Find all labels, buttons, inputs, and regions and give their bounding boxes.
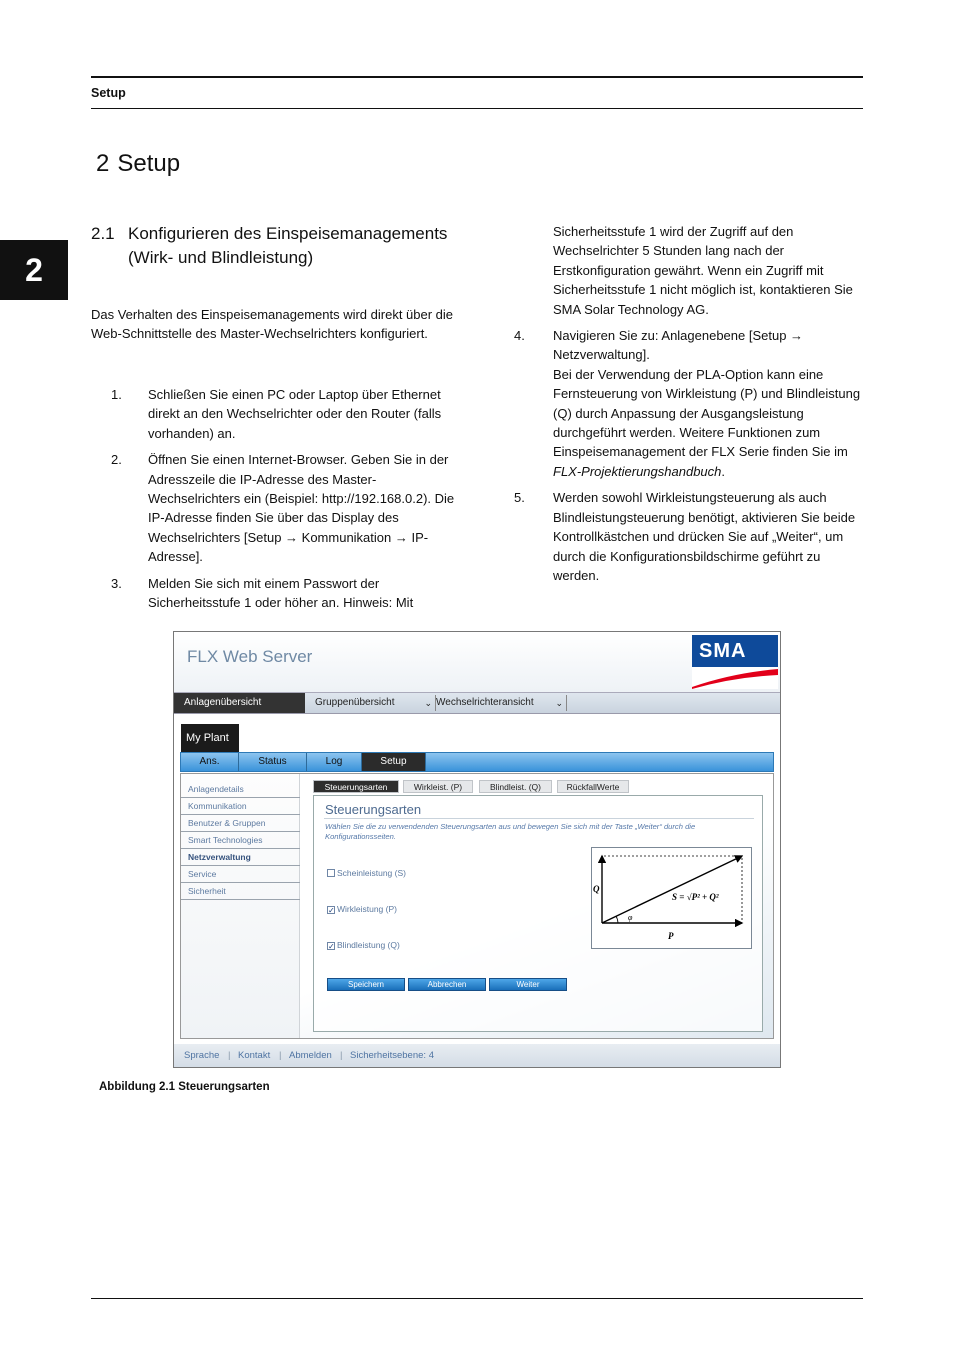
tab-setup[interactable]: Setup [362, 753, 426, 771]
chapter-title-text: Setup [117, 150, 181, 177]
sidebar [181, 774, 300, 1038]
step-number: 5. [514, 490, 525, 506]
nav-gruppenuebersicht[interactable] [305, 693, 435, 713]
panel-description: Wählen Sie die zu verwendenden Steuerungsarten aus und bewegen Sie sich mit der Taste „Weiter“ durch die Konfigurationsseiten. [325, 822, 696, 841]
axis-p-label: P [668, 931, 674, 941]
nav-wechselrichteransicht[interactable] [426, 693, 566, 713]
checkbox-wirkleistung[interactable] [327, 904, 397, 914]
main-nav [174, 692, 780, 714]
step-text: Schließen Sie einen PC oder Laptop über Ethernet direkt an den Wechselrichter oder den Router (falls vorhanden) an. [148, 387, 442, 441]
chapter-number: 2 [96, 150, 110, 177]
intro-paragraph: Das Verhalten des Einspeisemanagements wird direkt über die Web-Schnittstelle des Master-Wechselrichters konfiguriert. [91, 307, 454, 342]
nav-label: Anlagenübersicht [184, 697, 262, 708]
logo-text: SMA [699, 640, 747, 662]
panel-divider [324, 818, 754, 819]
checkbox-scheinleistung[interactable] [327, 868, 406, 878]
list-item [91, 450, 466, 566]
list-item [514, 488, 864, 585]
footer-divider: | [279, 1050, 282, 1061]
list-item [514, 326, 864, 481]
header-rule-top [91, 76, 863, 78]
footer-rule [91, 1298, 863, 1299]
screenshot-footer [174, 1044, 780, 1068]
handbook-reference: FLX-Projektierungshandbuch [553, 463, 722, 479]
checkbox-unchecked-icon[interactable] [327, 869, 335, 877]
web-server-screenshot [173, 631, 781, 1068]
tab-status[interactable]: Status [239, 753, 307, 771]
power-triangle-icon [592, 848, 751, 948]
section-title-text: Konfigurieren des Einspeisemanagements (Wirk- und Blindleistung) [128, 224, 448, 267]
tab-my-plant[interactable]: My Plant [181, 724, 239, 752]
footer-link-sprache[interactable]: Sprache [184, 1050, 220, 1061]
tab-rueckfallwerte[interactable]: RückfallWerte [557, 780, 629, 793]
step-text: Öffnen Sie einen Internet-Browser. Geben Sie in der Adresszeile die IP-Adresse des Master-Wechselrichters ein (Beispiel: http://192.168.0.2). Die IP-Adresse finden Sie über das Display des Wechselrichters [Setup → Kommunikation → IP-Adresse]. [148, 452, 455, 565]
sub-nav [180, 752, 774, 772]
step-text: Melden Sie sich mit einem Passwort der Sicherheitsstufe 1 oder höher an. Hinweis: Mit [148, 575, 414, 611]
step-number: 2. [111, 452, 122, 468]
app-title: FLX Web Server [187, 647, 313, 666]
logo-swoosh-icon [692, 667, 778, 689]
footer-divider: | [340, 1050, 343, 1061]
tab-blindleistung[interactable]: Blindleist. (Q) [479, 780, 552, 793]
chapter-title [96, 150, 180, 178]
nav-divider [566, 695, 567, 711]
step-extra-text: Bei der Verwendung der PLA-Option kann eine Fernsteuerung von Wirkleistung (P) und Blindleistung (Q) durch Anpassung der Ausgangsleistung durchgeführt werden. Weitere Funktionen zum Einspeisemanagement der FLX Serie finden Sie im [553, 366, 861, 460]
checkbox-checked-icon[interactable]: ✓ [328, 906, 335, 915]
tab-log[interactable]: Log [307, 753, 362, 771]
step-number: 3. [111, 575, 122, 591]
figure-caption: Abbildung 2.1 Steuerungsarten [99, 1081, 270, 1093]
content-area [180, 773, 774, 1039]
nav-anlagenuebersicht[interactable] [174, 693, 305, 713]
steps-column-left [91, 385, 466, 619]
sidebar-item-sicherheit[interactable]: Sicherheit [181, 883, 300, 900]
checkbox-label: Wirkleistung (P) [337, 904, 397, 914]
list-item [91, 385, 466, 443]
checkbox-label: Blindleistung (Q) [337, 940, 400, 950]
sidebar-item-benutzer-gruppen[interactable]: Benutzer & Gruppen [181, 815, 300, 832]
sidebar-item-service[interactable]: Service [181, 866, 300, 883]
sidebar-item-netzverwaltung[interactable]: Netzverwaltung [181, 849, 300, 866]
footer-link-abmelden[interactable]: Abmelden [289, 1050, 332, 1061]
section-title [91, 222, 451, 269]
tab-wirkleistung[interactable]: Wirkleist. (P) [403, 780, 473, 793]
formula-label: S = √P² + Q² [672, 892, 719, 902]
nav-label: Wechselrichteransicht [436, 697, 534, 708]
sidebar-item-smart-technologies[interactable]: Smart Technologies [181, 832, 300, 849]
panel-title: Steuerungsarten [325, 802, 422, 817]
checkbox-checked-icon[interactable]: ✓ [328, 942, 335, 951]
running-header: Setup [91, 86, 126, 100]
power-triangle-diagram [591, 847, 752, 949]
step-number: 4. [514, 328, 525, 344]
chapter-thumb-tab: 2 [0, 240, 68, 300]
checkbox-label: Scheinleistung (S) [337, 868, 406, 878]
step-continuation: Sicherheitsstufe 1 wird der Zugriff auf den Wechselrichter 5 Stunden lang nach der Erstkonfiguration gewährt. Wenn ein Zugriff mit Sicherheitsstufe 1 nicht möglich ist, kontaktieren Sie SMA Solar Technology AG. [553, 224, 853, 317]
step-extra [553, 365, 864, 481]
next-button[interactable]: Weiter [489, 978, 567, 991]
cancel-button[interactable]: Abbrechen [408, 978, 486, 991]
tab-ans[interactable]: Ans. [181, 753, 239, 771]
tab-steuerungsarten[interactable]: Steuerungsarten [313, 780, 399, 793]
footer-link-kontakt[interactable]: Kontakt [238, 1050, 271, 1061]
steps-column-right [514, 222, 864, 592]
step-number: 1. [111, 387, 122, 402]
section-number: 2.1 [91, 224, 115, 243]
footer-divider: | [228, 1050, 231, 1061]
security-level-status: Sicherheitsebene: 4 [350, 1050, 434, 1061]
step-text: Navigieren Sie zu: Anlagenebene [Setup → Netzverwaltung]. [553, 328, 804, 363]
settings-panel [313, 795, 763, 1032]
save-button[interactable]: Speichern [327, 978, 405, 991]
chevron-down-icon: ⌄ [555, 698, 563, 708]
axis-q-label: Q [593, 884, 600, 894]
list-item [91, 574, 466, 613]
sidebar-item-anlagendetails[interactable]: Anlagendetails [181, 781, 300, 798]
sidebar-item-kommunikation[interactable]: Kommunikation [181, 798, 300, 815]
nav-label: Gruppenübersicht [315, 697, 395, 708]
angle-label: φ [628, 913, 633, 922]
sma-logo [692, 635, 778, 689]
screenshot-header [174, 632, 780, 692]
header-rule-bottom [91, 108, 863, 109]
step-text: Werden sowohl Wirkleistungsteuerung als auch Blindleistungsteuerung benötigt, aktivieren Sie beide Kontrollkästchen und drücken Sie auf „Weiter“, um durch die Konfigurationsbildschirme geführt zu werden. [553, 490, 856, 583]
checkbox-blindleistung[interactable] [327, 940, 400, 950]
step-extra-end: . [721, 463, 726, 479]
chevron-down-icon: ⌄ [424, 698, 432, 708]
